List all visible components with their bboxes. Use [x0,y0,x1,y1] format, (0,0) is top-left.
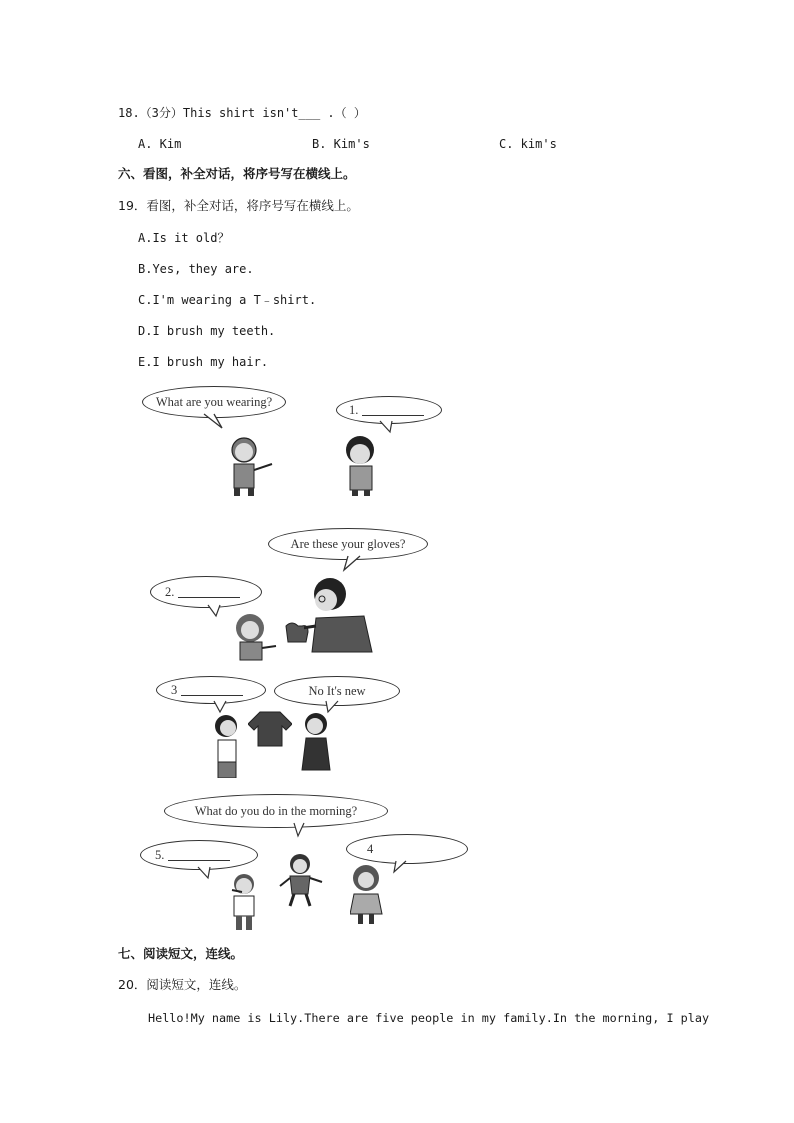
q20-stem: 20．阅读短文，连线。 [118,977,247,992]
d4-question-text: What do you do in the morning? [194,803,358,818]
q18-option-b: B. Kim's [312,137,370,151]
choice-b: B.Yes, they are. [138,262,254,276]
d3-answer-text: No It's new [308,683,366,698]
girl-brushing-hair-icon [350,864,384,926]
d1-question-text: What are you wearing? [155,394,273,409]
sweater-icon [248,710,292,748]
boy-brushing-teeth-icon [228,872,262,932]
bubble-tail-icon [340,554,370,574]
section-7-heading: 七、阅读短文，连线。 [118,946,244,961]
choice-c: C.I'm wearing a T﹣shirt. [138,293,317,307]
d4-answer-right-number: 4 [367,841,374,856]
passage-text: Hello!My name is Lily.There are five people in my family.In the morning, I play [148,1011,710,1025]
bubble-tail-icon [200,412,230,432]
d4-answer-left-number: 5. [155,847,165,862]
boy-figure-icon [222,434,282,496]
d1-answer-number: 1. [349,402,359,417]
speech-bubble-d3-question [156,676,266,704]
bubble-tail-icon [290,822,310,838]
girl-figure-icon [212,712,244,778]
choice-d: D.I brush my teeth. [138,324,276,338]
q18-option-a: A. Kim [138,137,182,151]
answer-blank[interactable] [168,850,230,861]
man-figure-icon [304,576,376,656]
woman-figure-icon [300,712,334,772]
answer-blank[interactable] [178,587,240,598]
bubble-tail-icon [196,866,216,880]
choice-e: E.I brush my hair. [138,355,269,369]
d2-question-text: Are these your gloves? [290,536,406,551]
boy-figure-icon [278,852,324,908]
girl-figure-icon [340,432,384,496]
choice-a: A.Is it old？ [138,231,230,245]
q18-stem: 18.（3分）This shirt isn't___ .（ ） [118,106,366,120]
d3-question-number: 3 [171,682,178,697]
girl-figure-icon [232,612,284,664]
q19-stem: 19．看图，补全对话，将序号写在横线上。 [118,198,359,213]
section-6-heading: 六、看图，补全对话，将序号写在横线上。 [118,166,356,181]
answer-blank[interactable] [362,405,424,416]
speech-bubble-d4-question [164,794,388,828]
q18-option-c: C. kim's [499,137,557,151]
answer-blank[interactable] [181,685,243,696]
bubble-tail-icon [392,860,412,874]
bubble-tail-icon [206,604,226,618]
d2-answer-number: 2. [165,584,175,599]
